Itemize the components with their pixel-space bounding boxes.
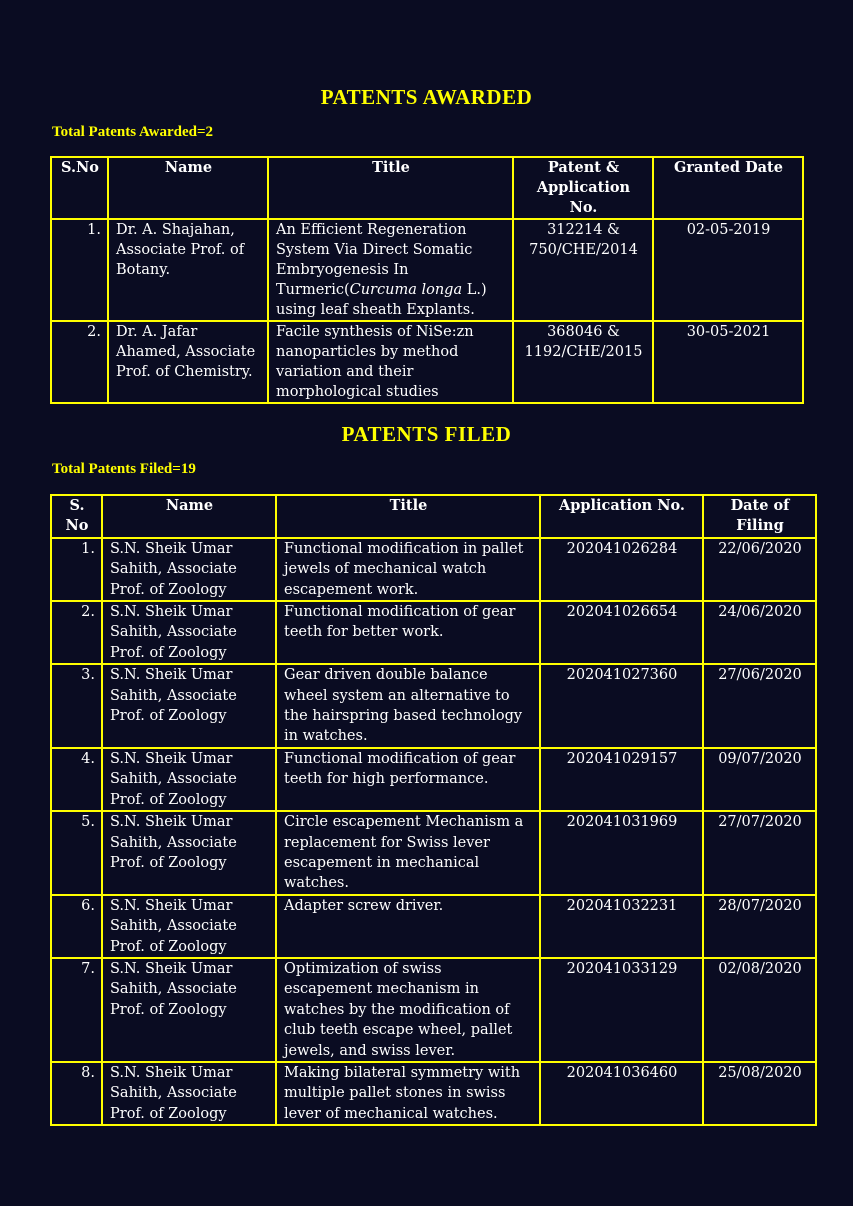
cell-patent-no: 312214 & 750/CHE/2014: [513, 219, 653, 321]
cell-title: Functional modification in pallet jewels of mechanical watch escapement work.: [276, 538, 540, 601]
col-header-granted-date: Granted Date: [653, 157, 803, 219]
cell-date-of-filing: 25/08/2020: [703, 1062, 816, 1125]
cell-name: S.N. Sheik Umar Sahith, Associate Prof. of Zoology: [102, 811, 276, 895]
awarded-heading: PATENTS AWARDED: [320, 85, 533, 109]
filed-heading: PATENTS FILED: [341, 422, 512, 446]
cell-sno: 4.: [51, 748, 102, 811]
cell-name: S.N. Sheik Umar Sahith, Associate Prof. of Zoology: [102, 958, 276, 1062]
cell-name: S.N. Sheik Umar Sahith, Associate Prof. of Zoology: [102, 1062, 276, 1125]
cell-name: S.N. Sheik Umar Sahith, Associate Prof. of Zoology: [102, 601, 276, 664]
cell-title: Gear driven double balance wheel system an alternative to the hairspring based technology in watches.: [276, 664, 540, 748]
table-row: [51, 538, 816, 601]
awarded-total: Total Patents Awarded=2: [52, 124, 214, 140]
cell-date-of-filing: 02/08/2020: [703, 958, 816, 1062]
cell-sno: 7.: [51, 958, 102, 1062]
col-header-patent-no: Patent & Application No.: [513, 157, 653, 219]
col-header-name: Name: [102, 495, 276, 538]
cell-sno: 2.: [51, 321, 108, 403]
cell-date-of-filing: 27/06/2020: [703, 664, 816, 748]
table-row: [51, 664, 816, 748]
table-row: [51, 321, 803, 403]
cell-title: Adapter screw driver.: [276, 895, 540, 958]
cell-sno: 1.: [51, 538, 102, 601]
table-row: [51, 811, 816, 895]
cell-name: Dr. A. Shajahan, Associate Prof. of Botany.: [108, 219, 268, 321]
filed-total: Total Patents Filed=19: [52, 461, 196, 477]
cell-title: Functional modification of gear teeth for better work.: [276, 601, 540, 664]
cell-application-no: 202041029157: [540, 748, 703, 811]
col-header-name: Name: [108, 157, 268, 219]
cell-date-of-filing: 22/06/2020: [703, 538, 816, 601]
cell-name: S.N. Sheik Umar Sahith, Associate Prof. of Zoology: [102, 895, 276, 958]
cell-sno: 1.: [51, 219, 108, 321]
cell-sno: 3.: [51, 664, 102, 748]
title-text-end: L.) using leaf sheath Explants.: [276, 282, 487, 318]
cell-name: S.N. Sheik Umar Sahith, Associate Prof. of Zoology: [102, 748, 276, 811]
awarded-table: [50, 156, 804, 404]
col-header-sno: S. No: [51, 495, 102, 538]
cell-date-of-filing: 09/07/2020: [703, 748, 816, 811]
cell-granted-date: 02-05-2019: [653, 219, 803, 321]
cell-application-no: 202041026284: [540, 538, 703, 601]
col-header-application-no: Application No.: [540, 495, 703, 538]
cell-title: Making bilateral symmetry with multiple pallet stones in swiss lever of mechanical watches.: [276, 1062, 540, 1125]
awarded-header-row: [51, 157, 803, 219]
table-row: [51, 958, 816, 1062]
cell-sno: 6.: [51, 895, 102, 958]
cell-title: Circle escapement Mechanism a replacement for Swiss lever escapement in mechanical watches.: [276, 811, 540, 895]
cell-title: Optimization of swiss escapement mechanism in watches by the modification of club teeth escape wheel, pallet jewels, and swiss lever.: [276, 958, 540, 1062]
table-row: [51, 219, 803, 321]
cell-name: S.N. Sheik Umar Sahith, Associate Prof. of Zoology: [102, 664, 276, 748]
cell-application-no: 202041027360: [540, 664, 703, 748]
cell-name: S.N. Sheik Umar Sahith, Associate Prof. of Zoology: [102, 538, 276, 601]
cell-application-no: 202041026654: [540, 601, 703, 664]
table-row: [51, 601, 816, 664]
cell-title: Facile synthesis of NiSe:zn nanoparticles by method variation and their morphological studies: [268, 321, 513, 403]
cell-patent-no: 368046 & 1192/CHE/2015: [513, 321, 653, 403]
col-header-sno: S.No: [51, 157, 108, 219]
cell-name: Dr. A. Jafar Ahamed, Associate Prof. of Chemistry.: [108, 321, 268, 403]
filed-table: [50, 494, 817, 1126]
cell-title: [268, 219, 513, 321]
table-row: [51, 748, 816, 811]
scientific-name: Curcuma longa: [349, 282, 463, 298]
cell-sno: 8.: [51, 1062, 102, 1125]
cell-application-no: 202041032231: [540, 895, 703, 958]
cell-application-no: 202041036460: [540, 1062, 703, 1125]
cell-sno: 2.: [51, 601, 102, 664]
title-text: An Efficient Regeneration System Via Direct Somatic Embryogenesis In Turmeric(: [276, 222, 473, 298]
cell-date-of-filing: 27/07/2020: [703, 811, 816, 895]
cell-application-no: 202041033129: [540, 958, 703, 1062]
col-header-title: Title: [268, 157, 513, 219]
cell-title: Functional modification of gear teeth for high performance.: [276, 748, 540, 811]
col-header-title: Title: [276, 495, 540, 538]
cell-sno: 5.: [51, 811, 102, 895]
table-row: [51, 895, 816, 958]
filed-header-row: [51, 495, 816, 538]
table-row: [51, 1062, 816, 1125]
cell-date-of-filing: 28/07/2020: [703, 895, 816, 958]
cell-application-no: 202041031969: [540, 811, 703, 895]
cell-date-of-filing: 24/06/2020: [703, 601, 816, 664]
col-header-date-of-filing: Date of Filing: [703, 495, 816, 538]
cell-granted-date: 30-05-2021: [653, 321, 803, 403]
